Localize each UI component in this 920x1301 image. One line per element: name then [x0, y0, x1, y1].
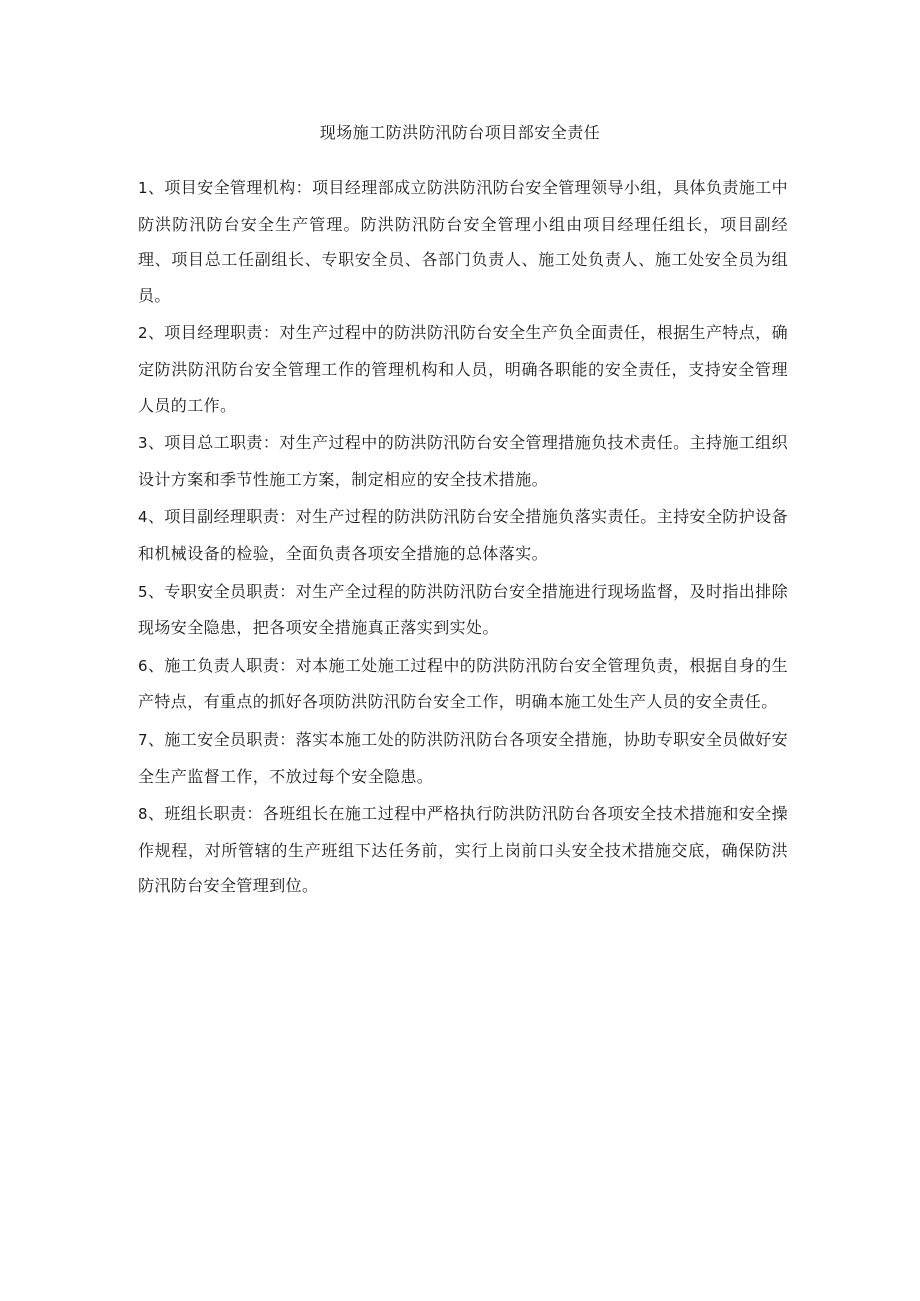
document-title: 现场施工防洪防汛防台项目部安全责任 — [319, 123, 601, 142]
paragraph-6 — [138, 648, 788, 720]
paragraph-number: 5 — [138, 582, 148, 601]
paragraph-text: 、施工负责人职责：对本施工处施工过程中的防洪防汛防台安全管理负责，根据自身的生产特点，有重点的抓好各项防洪防汛防台安全工作，明确本施工处生产人员的安全责任。 — [138, 655, 788, 712]
paragraph-number: 3 — [138, 434, 148, 453]
paragraph-5 — [138, 574, 788, 646]
paragraph-2 — [138, 315, 788, 423]
paragraph-4 — [138, 499, 788, 571]
paragraph-text: 、施工安全员职责：落实本施工处的防洪防汛防台各项安全措施，协助专职安全员做好安全生产监督工作，不放过每个安全隐患。 — [138, 729, 788, 786]
paragraph-7 — [138, 722, 788, 794]
paragraph-8 — [138, 796, 788, 904]
paragraph-3 — [138, 425, 788, 497]
paragraph-number: 6 — [138, 656, 148, 675]
paragraph-text: 、项目安全管理机构：项目经理部成立防洪防汛防台安全管理领导小组，具体负责施工中防洪防汛防台安全生产管理。防洪防汛防台安全管理小组由项目经理任组长，项目副经理、项目总工任副组长、专职安全员、各部门负责人、施工处负责人、施工处安全员为组员。 — [138, 178, 788, 305]
paragraph-number: 4 — [138, 508, 148, 527]
paragraph-1 — [138, 170, 788, 313]
paragraph-number: 8 — [138, 805, 148, 824]
paragraph-number: 7 — [138, 730, 148, 749]
paragraph-text: 、班组长职责：各班组长在施工过程中严格执行防洪防汛防台各项安全技术措施和安全操作规程，对所管辖的生产班组下达任务前，实行上岗前口头安全技术措施交底，确保防洪防汛防台安全管理到位。 — [138, 804, 788, 896]
paragraph-text: 、项目副经理职责：对生产过程的防洪防汛防台安全措施负落实责任。主持安全防护设备和机械设备的检验，全面负责各项安全措施的总体落实。 — [138, 507, 788, 563]
document-body — [138, 170, 788, 906]
paragraph-number: 2 — [138, 324, 148, 343]
paragraph-text: 、项目总工职责：对生产过程中的防洪防汛防台安全管理措施负技术责任。主持施工组织设计方案和季节性施工方案，制定相应的安全技术措施。 — [138, 433, 788, 489]
paragraph-text: 、项目经理职责：对生产过程中的防洪防汛防台安全生产负全面责任，根据生产特点，确定防洪防汛防台安全管理工作的管理机构和人员，明确各职能的安全责任，支持安全管理人员的工作。 — [138, 323, 788, 415]
paragraph-number: 1 — [138, 179, 148, 197]
paragraph-text: 、专职安全员职责：对生产全过程的防洪防汛防台安全措施进行现场监督，及时指出排除现场安全隐患，把各项安全措施真正落实到实处。 — [138, 581, 788, 638]
